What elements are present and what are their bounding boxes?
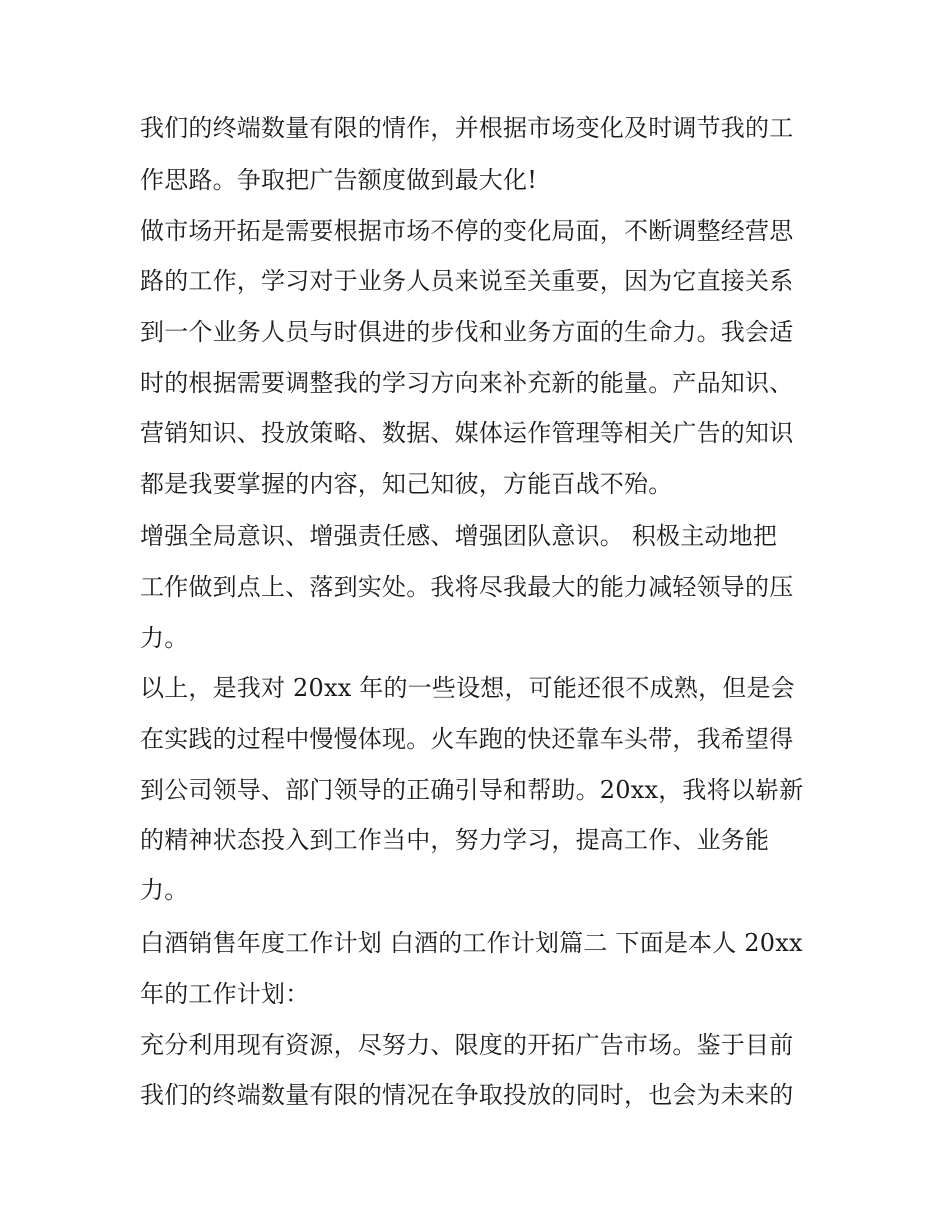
- text-line: 的精神状态投入到工作当中，努力学习，提高工作、业务能: [140, 826, 770, 854]
- text-line: 白酒销售年度工作计划 白酒的工作计划篇二 下面是本人 20xx: [140, 929, 803, 957]
- text-line: 以上，是我对 20xx 年的一些设想，可能还很不成熟，但是会: [140, 674, 795, 702]
- text-line: 做市场开拓是需要根据市场不停的变化局面，不断调整经营思: [140, 217, 794, 245]
- text-line: 我们的终端数量有限的情况在争取投放的同时，也会为未来的: [140, 1081, 794, 1109]
- text-line: 作思路。争取把广告额度做到最大化!: [140, 166, 538, 194]
- text-line: 时的根据需要调整我的学习方向来补充新的能量。产品知识、: [140, 369, 794, 397]
- text-line: 工作做到点上、落到实处。我将尽我最大的能力减轻领导的压: [140, 573, 794, 601]
- text-line: 我们的终端数量有限的情作，并根据市场变化及时调节我的工: [140, 114, 794, 142]
- text-line: 力。: [140, 624, 189, 652]
- text-line: 路的工作，学习对于业务人员来说至关重要，因为它直接关系: [140, 267, 794, 295]
- text-line: 到一个业务人员与时俱进的步伐和业务方面的生命力。我会适: [140, 318, 794, 346]
- text-line: 力。: [140, 876, 189, 904]
- text-line: 在实践的过程中慢慢体现。火车跑的快还靠车头带，我希望得: [140, 725, 794, 753]
- text-line: 年的工作计划：: [140, 980, 310, 1008]
- text-line: 增强全局意识、增强责任感、增强团队意识。 积极主动地把: [140, 522, 778, 550]
- text-line: 都是我要掌握的内容，知己知彼，方能百战不殆。: [140, 470, 673, 498]
- text-line: 营销知识、投放策略、数据、媒体运作管理等相关广告的知识: [140, 419, 794, 447]
- text-line: 到公司领导、部门领导的正确引导和帮助。20xx，我将以崭新: [140, 776, 804, 804]
- text-line: 充分利用现有资源，尽努力、限度的开拓广告市场。鉴于目前: [140, 1031, 794, 1059]
